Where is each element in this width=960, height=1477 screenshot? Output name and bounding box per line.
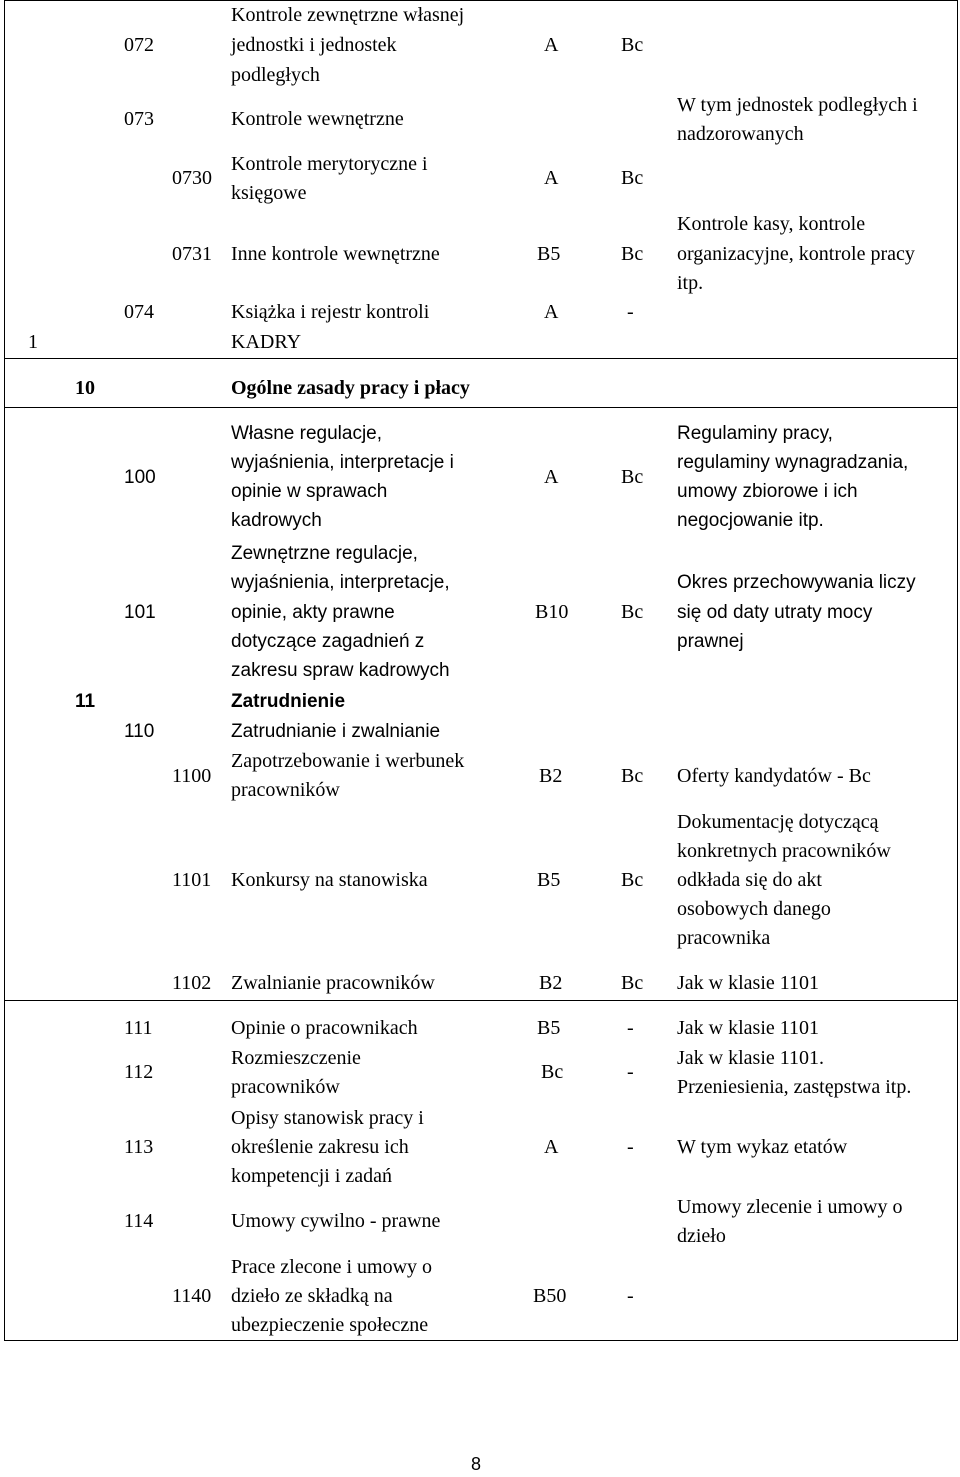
title-072-l2: jednostki i jednostek: [231, 34, 397, 56]
note-100-l2: regulaminy wynagradzania,: [677, 452, 909, 473]
title-100-l3: opinie w sprawach: [231, 481, 388, 502]
cat-1101: B5: [537, 869, 561, 891]
cat2-111: -: [627, 1017, 634, 1039]
code-11: 11: [75, 691, 96, 712]
note-1102: Jak w klasie 1101: [677, 972, 820, 994]
code-1: 1: [28, 331, 38, 353]
note-1101-l4: osobowych danego: [677, 898, 831, 920]
note-100-l1: Regulaminy pracy,: [677, 423, 833, 444]
note-114-l1: Umowy zlecenie i umowy o: [677, 1196, 903, 1218]
code-1101: 1101: [172, 869, 212, 891]
cat-0731: B5: [537, 243, 561, 265]
note-073-l2: nadzorowanych: [677, 123, 804, 145]
title-1100-l2: pracowników: [231, 779, 340, 801]
note-0731-l3: itp.: [677, 272, 704, 294]
cat2-1101: Bc: [621, 869, 644, 891]
code-114: 114: [124, 1210, 154, 1232]
title-0730-l1: Kontrole merytoryczne i: [231, 153, 428, 175]
cat-113: A: [544, 1136, 559, 1158]
note-0731-l1: Kontrole kasy, kontrole: [677, 213, 866, 235]
title-100-l1: Własne regulacje,: [231, 423, 383, 444]
note-113: W tym wykaz etatów: [677, 1136, 848, 1158]
cat-072: A: [544, 34, 559, 56]
title-110: Zatrudnianie i zwalnianie: [231, 721, 441, 742]
note-1101-l1: Dokumentację dotyczącą: [677, 811, 879, 833]
note-101-l2: się od daty utraty mocy: [677, 602, 873, 623]
title-101-l5: zakresu spraw kadrowych: [231, 660, 450, 681]
note-100-l3: umowy zbiorowe i ich: [677, 481, 858, 502]
title-1140-l3: ubezpieczenie społeczne: [231, 1314, 429, 1336]
cat2-0731: Bc: [621, 243, 644, 265]
table-rule: [4, 1340, 957, 1341]
title-113-l2: określenie zakresu ich: [231, 1136, 409, 1158]
note-114-l2: dzieło: [677, 1225, 726, 1247]
code-1102: 1102: [172, 972, 212, 994]
code-113: 113: [124, 1136, 154, 1158]
cat2-1100: Bc: [621, 765, 644, 787]
title-114: Umowy cywilno - prawne: [231, 1210, 441, 1232]
code-112: 112: [124, 1061, 154, 1083]
title-101-l3: opinie, akty prawne: [231, 602, 395, 623]
note-112-l1: Jak w klasie 1101.: [677, 1047, 825, 1069]
cat-1102: B2: [539, 972, 563, 994]
title-074: Książka i rejestr kontroli: [231, 301, 430, 323]
note-100-l4: negocjowanie itp.: [677, 510, 824, 531]
code-101: 101: [124, 602, 156, 623]
cat2-074: -: [627, 301, 634, 323]
cat2-1102: Bc: [621, 972, 644, 994]
code-1100: 1100: [172, 765, 212, 787]
title-0730-l2: księgowe: [231, 182, 307, 204]
note-101-l3: prawnej: [677, 631, 744, 652]
title-1140-l2: dzieło ze składką na: [231, 1285, 393, 1307]
note-101-l1: Okres przechowywania liczy: [677, 572, 916, 593]
cat2-112: -: [627, 1061, 634, 1083]
code-074: 074: [124, 301, 154, 323]
code-073: 073: [124, 108, 154, 130]
title-100-l2: wyjaśnienia, interpretacje i: [231, 452, 454, 473]
code-100: 100: [124, 467, 156, 488]
title-1140-l1: Prace zlecone i umowy o: [231, 1256, 433, 1278]
note-0731-l2: organizacyjne, kontrole pracy: [677, 243, 915, 265]
title-072-l1: Kontrole zewnętrzne własnej: [231, 4, 465, 26]
title-0731: Inne kontrole wewnętrzne: [231, 243, 440, 265]
title-101-l2: wyjaśnienia, interpretacje,: [231, 572, 450, 593]
cat2-100: Bc: [621, 466, 644, 488]
title-113-l1: Opisy stanowisk pracy i: [231, 1107, 424, 1129]
title-111: Opinie o pracownikach: [231, 1017, 418, 1039]
cat-1140: B50: [533, 1285, 567, 1307]
cat2-1140: -: [627, 1285, 634, 1307]
title-072-l3: podległych: [231, 64, 320, 86]
page-number: 8: [471, 1454, 482, 1474]
cat-112: Bc: [541, 1061, 564, 1083]
code-072: 072: [124, 34, 154, 56]
table-rule: [4, 1000, 957, 1001]
code-0730: 0730: [172, 167, 212, 189]
title-kadry: KADRY: [231, 331, 302, 353]
title-1102: Zwalnianie pracowników: [231, 972, 435, 994]
title-100-l4: kadrowych: [231, 510, 322, 531]
title-073: Kontrole wewnętrzne: [231, 108, 404, 130]
title-112-l2: pracowników: [231, 1076, 340, 1098]
title-1101: Konkursy na stanowiska: [231, 869, 428, 891]
title-10: Ogólne zasady pracy i płacy: [231, 377, 470, 399]
code-0731: 0731: [172, 243, 212, 265]
table-rule: [4, 0, 957, 1]
title-11: Zatrudnienie: [231, 691, 346, 712]
note-1101-l2: konkretnych pracowników: [677, 840, 891, 862]
code-110: 110: [124, 721, 155, 742]
cat2-0730: Bc: [621, 167, 644, 189]
note-1101-l3: odkłada się do akt: [677, 869, 822, 891]
title-1100-l1: Zapotrzebowanie i werbunek: [231, 750, 465, 772]
title-101-l1: Zewnętrzne regulacje,: [231, 543, 418, 564]
cat-100: A: [544, 466, 559, 488]
note-1100: Oferty kandydatów - Bc: [677, 765, 871, 787]
cat-0730: A: [544, 167, 559, 189]
table-rule: [4, 407, 957, 408]
cat-111: B5: [537, 1017, 561, 1039]
title-113-l3: kompetencji i zadań: [231, 1165, 393, 1187]
note-1101-l5: pracownika: [677, 927, 771, 949]
cat-074: A: [544, 301, 559, 323]
note-111: Jak w klasie 1101: [677, 1017, 820, 1039]
cat-101: B10: [535, 601, 569, 623]
table-rule: [4, 358, 957, 359]
cat2-101: Bc: [621, 601, 644, 623]
code-10: 10: [75, 377, 95, 399]
code-1140: 1140: [172, 1285, 212, 1307]
code-111: 111: [124, 1017, 153, 1039]
cat2-072: Bc: [621, 34, 644, 56]
title-101-l4: dotyczące zagadnień z: [231, 631, 425, 652]
note-112-l2: Przeniesienia, zastępstwa itp.: [677, 1076, 912, 1098]
note-073-l1: W tym jednostek podległych i: [677, 94, 918, 116]
title-112-l1: Rozmieszczenie: [231, 1047, 361, 1069]
cat-1100: B2: [539, 765, 563, 787]
cat2-113: -: [627, 1136, 634, 1158]
